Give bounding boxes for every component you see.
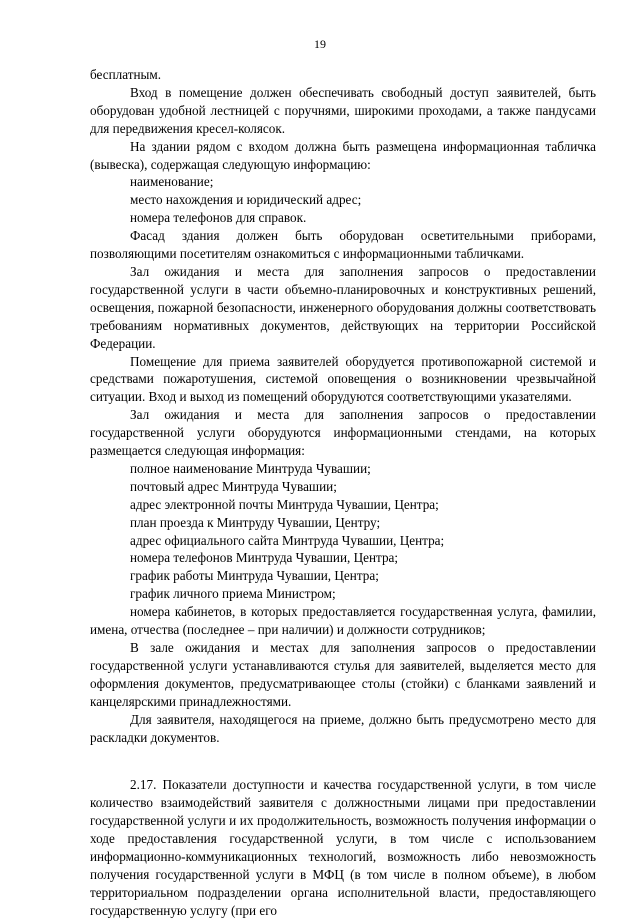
document-body bbox=[90, 66, 596, 920]
paragraph: бесплатным. bbox=[90, 67, 162, 82]
list-item: адрес электронной почты Минтруда Чувашии, Центра; bbox=[130, 496, 439, 512]
paragraph: Для заявителя, находящегося на приеме, должно быть предусмотрено место для раскладки документов. bbox=[90, 711, 596, 745]
list-item: адрес официального сайта Минтруда Чувашии, Центра; bbox=[130, 532, 445, 548]
paragraph: 2.17. Показатели доступности и качества государственной услуги, в том числе количество взаимодействий заявителя с должностными лицами при предоставлении государственной услуги и их продолжительность, возможность получения информации о ходе предоставления государственной услуги, в том числе с использованием информационно-коммуникационных технологий, возможность либо невозможность получения государственной услуги в МФЦ (в том числе в полном объеме), в любом территориальном подразделении органа исполнительной власти, предоставляющего государственную услугу (при его bbox=[90, 777, 596, 918]
paragraph: номера кабинетов, в которых предоставляется государственная услуга, фамилии, имена, отчества (последнее – при наличии) и должности сотрудников; bbox=[90, 604, 596, 638]
list-item: план проезда к Минтруду Чувашии, Центру; bbox=[130, 514, 381, 530]
section-gap bbox=[90, 746, 596, 776]
paragraph: На здании рядом с входом должна быть размещена информационная табличка (вывеска), содержащая следующую информацию: bbox=[90, 138, 596, 172]
list-item: наименование; bbox=[130, 174, 214, 190]
paragraph: В зале ожидания и местах для заполнения запросов о предоставлении государственной услуги устанавливаются стулья для заявителей, выделяется место для оформления документов, предусматривающее столы (стойки) с бланками заявлений и канцелярскими принадлежностями. bbox=[90, 640, 596, 709]
list-item: график работы Минтруда Чувашии, Центра; bbox=[130, 568, 379, 584]
list-item: график личного приема Министром; bbox=[130, 586, 336, 602]
list-item: полное наименование Минтруда Чувашии; bbox=[130, 460, 371, 476]
list-item: номера телефонов Минтруда Чувашии, Центра; bbox=[130, 550, 399, 566]
list-item: почтовый адрес Минтруда Чувашии; bbox=[130, 478, 337, 494]
paragraph: Зал ожидания и места для заполнения запросов о предоставлении государственной услуги оборудуются информационными стендами, на которых размещается следующая информация: bbox=[90, 407, 596, 459]
page-number: 19 bbox=[314, 37, 326, 51]
paragraph: Вход в помещение должен обеспечивать свободный доступ заявителей, быть оборудован удобной лестницей с поручнями, широкими проходами, а также пандусами для передвижения кресел-колясок. bbox=[90, 84, 596, 136]
paragraph: Фасад здания должен быть оборудован осветительными приборами, позволяющими посетителям ознакомиться с информационными табличками. bbox=[90, 228, 596, 262]
paragraph: Помещение для приема заявителей оборудуется противопожарной системой и средствами пожаротушения, системой оповещения о возникновении чрезвычайной ситуации. Вход и выход из помещений оборудуются соответствующими указателями. bbox=[90, 353, 596, 405]
paragraph: Зал ожидания и места для заполнения запросов о предоставлении государственной услуги в части объемно-планировочных и конструктивных решений, освещения, пожарной безопасности, инженерного оборудования должны соответствовать требованиям нормативных документов, действующих на территории Российской Федерации. bbox=[90, 263, 596, 351]
list-item: номера телефонов для справок. bbox=[130, 210, 307, 226]
list-item: место нахождения и юридический адрес; bbox=[130, 192, 362, 208]
